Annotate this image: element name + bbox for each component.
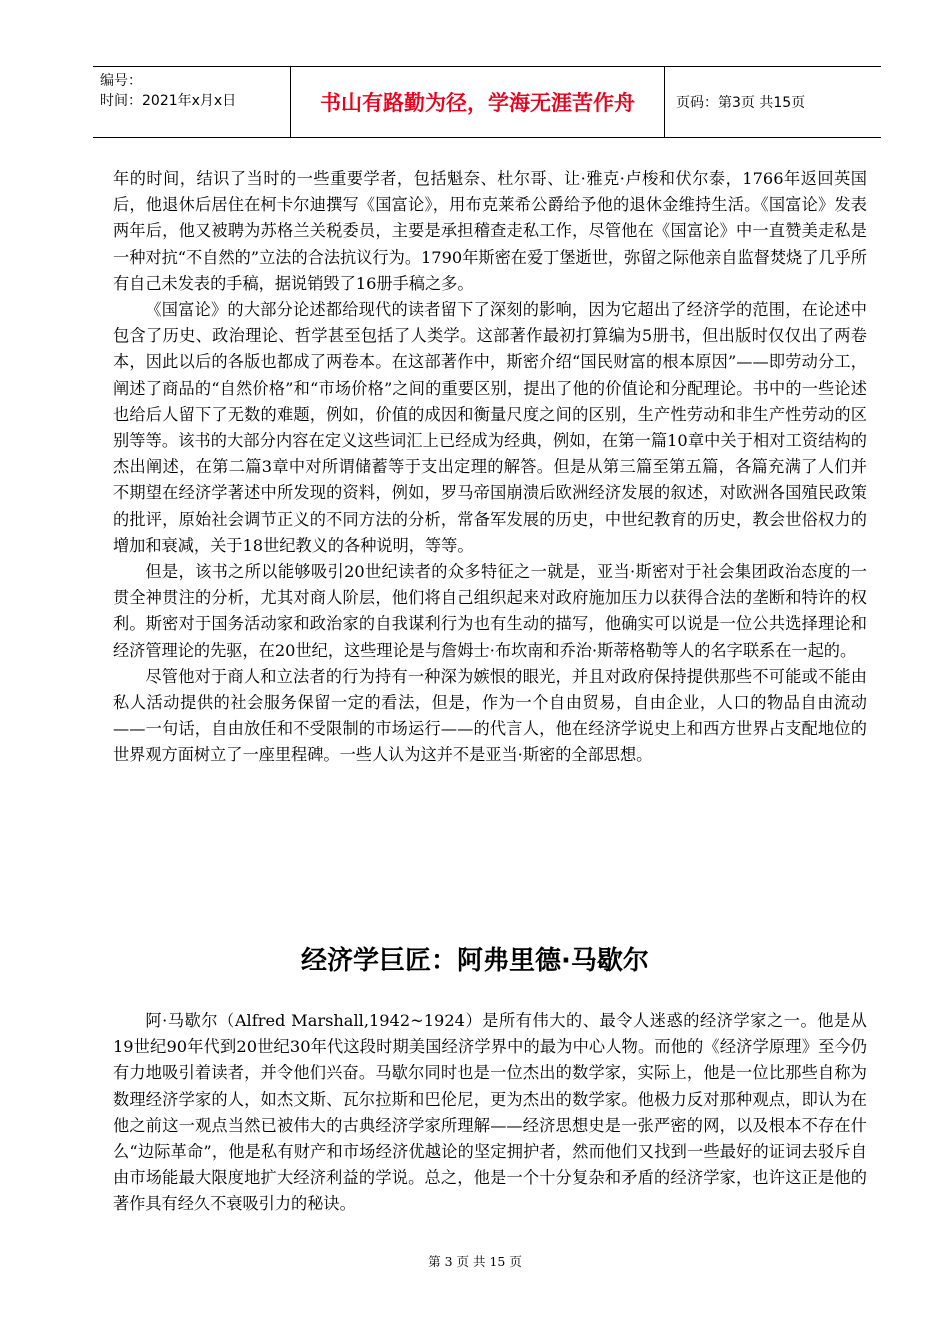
body-text bbox=[113, 166, 867, 769]
body-paragraph: 《国富论》的大部分论述都给现代的读者留下了深刻的影响，因为它超出了经济学的范围，在论述中包含了历史、政治理论、哲学甚至包括了人类学。这部著作最初打算编为5册书，但出版时仅仅出了两卷本，因此以后的各版也都成了两卷本。在这部著作中，斯密介绍“国民财富的根本原因”——即劳动分工，阐述了商品的“自然价格”和“市场价格”之间的重要区别，提出了他的价值论和分配理论。书中的一些论述也给后人留下了无数的难题，例如，价值的成因和衡量尺度之间的区别，生产性劳动和非生产性劳动的区别等等。该书的大部分内容在定义这些词汇上已经成为经典，例如，在第一篇10章中关于相对工资结构的杰出阐述，在第二篇3章中对所谓储蓄等于支出定理的解答。但是从第三篇至第五篇，各篇充满了人们并不期望在经济学著述中所发现的资料，例如，罗马帝国崩溃后欧洲经济发展的叙述，对欧洲各国殖民政策的批评，原始社会调节正义的不同方法的分析，常备军发展的历史，中世纪教育的历史，教会世俗权力的增加和衰减，关于18世纪教义的各种说明，等等。 bbox=[113, 300, 867, 555]
section-title: 经济学巨匠：阿弗里德·马歇尔 bbox=[301, 946, 649, 976]
section-body bbox=[113, 1008, 867, 1218]
body-paragraph: 但是，该书之所以能够吸引20世纪读者的众多特征之一就是，亚当·斯密对于社会集团政治态度的一贯全神贯注的分析，尤其对商人阶层，他们将自己组织起来对政府施加压力以获得合法的垄断和特许的权利。斯密对于国务活动家和政治家的自我谋利行为也有生动的描写，他确实可以说是一位公共选择理论和经济管理论的先驱，在20世纪，这些理论是与詹姆士·布坎南和乔治·斯蒂格勒等人的名字联系在一起的。 bbox=[113, 562, 867, 660]
body-paragraph: 年的时间，结识了当时的一些重要学者，包括魁奈、杜尔哥、让·雅克·卢梭和伏尔泰，1766年返回英国后，他退休后居住在柯卡尔迪撰写《国富论》，用布克莱希公爵给予他的退休金维持生活。《国富论》发表两年后，他又被聘为苏格兰关税委员，主要是承担稽查走私工作，尽管他在《国富论》中一直赞美走私是一种对抗“不自然的”立法的合法抗议行为。1790年斯密在爱丁堡逝世，弥留之际他亲自监督焚烧了几乎所有自己未发表的手稿，据说销毁了16册手稿之多。 bbox=[113, 169, 867, 293]
header-time-label: 时间：2021年x月x日 bbox=[100, 93, 237, 109]
header-number-label: 编号： bbox=[100, 73, 142, 89]
page-footer: 第 3 页 共 15 页 bbox=[428, 1254, 522, 1269]
header-left-cell bbox=[93, 67, 291, 137]
header-motto: 书山有路勤为径，学海无涯苦作舟 bbox=[291, 67, 665, 137]
section-paragraph: 阿·马歇尔（Alfred Marshall,1942~1924）是所有伟大的、最令人迷惑的经济学家之一。他是从19世纪90年代到20世纪30年代这段时期美国经济学界中的最为中心人物。而他的《经济学原理》至今仍有力地吸引着读者，并令他们兴奋。马歇尔同时也是一位杰出的数学家，实际上，他是一位比那些自称为数理经济学家的人，如杰文斯、瓦尔拉斯和巴伦尼，更为杰出的数学家。他极力反对那种观点，即认为在他之前这一观点当然已被伟大的古典经济学家所理解——经济思想史是一张严密的网，以及根本不存在什么“边际革命”，他是私有财产和市场经济优越论的坚定拥护者，然而他们又找到一些最好的证词去驳斥自由市场能最大限度地扩大经济利益的学说。总之，他是一个十分复杂和矛盾的经济学家，也许这正是他的著作具有经久不衰吸引力的秘诀。 bbox=[113, 1011, 867, 1214]
page-header bbox=[93, 66, 881, 138]
body-paragraph: 尽管他对于商人和立法者的行为持有一种深为嫉恨的眼光，并且对政府保持提供那些不可能或不能由私人活动提供的社会服务保留一定的看法，但是，作为一个自由贸易，自由企业，人口的物品自由流动——一句话，自由放任和不受限制的市场运行——的代言人，他在经济学说史上和西方世界占支配地位的世界观方面树立了一座里程碑。一些人认为这并不是亚当·斯密的全部思想。 bbox=[113, 666, 867, 765]
header-page-info: 页码：第3页 共15页 bbox=[676, 95, 806, 111]
